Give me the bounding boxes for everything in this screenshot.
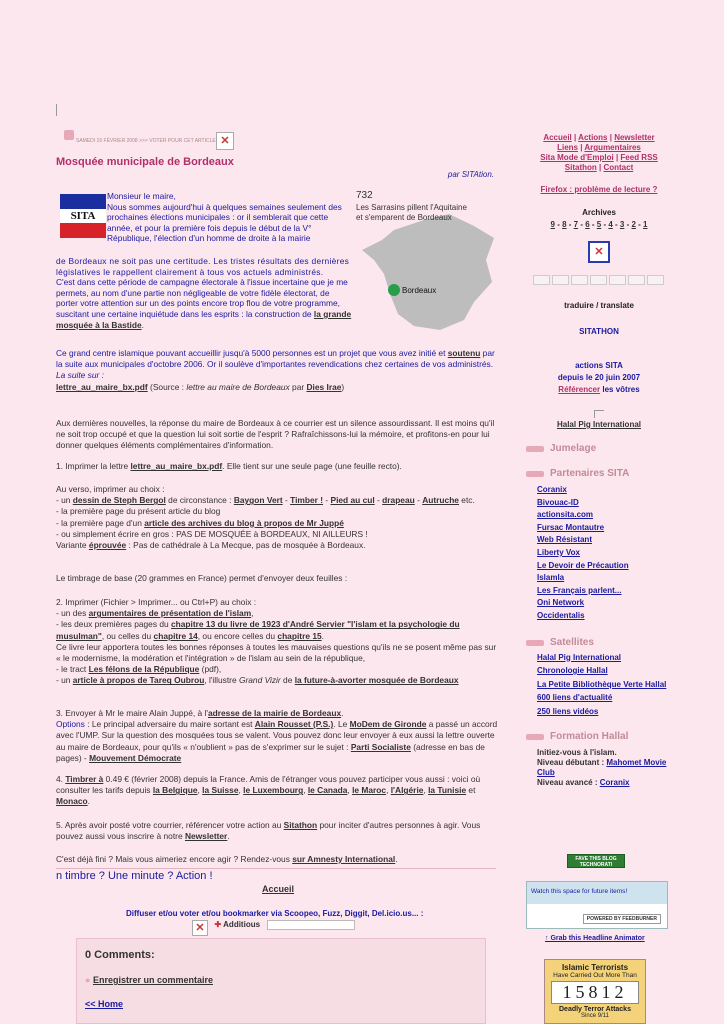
fini: C'est déjà fini ? Mais vous aimeriez encore agir ? Rendez-vous sur Amnesty International. (56, 854, 398, 864)
satellite-link[interactable]: Halal Pig International (537, 652, 622, 662)
archive-3[interactable]: 3 (619, 220, 625, 229)
referencer-suffix: les vôtres (602, 385, 640, 394)
step2-4: Ce livre leur apportera toutes les bonnes réponses à toutes les mauvaises questions qu'ils ne se posent même pas sur « le modernisme, la modération et l'intégration » de l'islam au sein de la république, (56, 641, 497, 664)
suite: La suite sur : (56, 370, 104, 381)
baygon-link[interactable]: Baygon Vert (233, 495, 283, 506)
partner-link[interactable]: Les Français parlent... (537, 585, 622, 595)
rousset-link[interactable]: Alain Rousset (P.S.) (254, 719, 334, 730)
translate-btn[interactable] (628, 275, 645, 285)
tunisie-link[interactable]: la Tunisie (428, 785, 467, 796)
satellite-link[interactable]: La Petite Bibliothèque Verte Hallal (537, 679, 667, 689)
translate-btn[interactable] (533, 275, 550, 285)
partner-link[interactable]: Web Résistant (537, 535, 592, 545)
partner-link[interactable]: Liberty Vox (537, 547, 580, 557)
timbrage (56, 573, 500, 584)
step-2: 2. Imprimer (Fichier > Imprimer... ou Ctrl+P) au choix : - un des argumentaires de présentation de l'islam, - les deux premières pages du chapitre 13 du livre de 1923 d'André Servier "l'islam et la psychologie du musulman", ou celles du chapitre 14, ou encore celles du chapitre 15. Ce livre leur apportera toutes les bonnes réponses à toutes les mauvaises questions qu'ils ne se posent même pas sur « le modernisme, la modération et l'intégration » de l'islam au sein de la république, - le tract Les félons de la République (pdf), - un article à propos de Tareq Oubrou, l'illustre Grand Vizir de la future-à-avorter mosquée de Bordeaux (56, 597, 500, 687)
intro-p4-text: C'est dans cette période de campagne électorale à l'issue incertaine que je me permets, au nom d'une partie non négligeable de votre fidèle électorat, de porter votre attention sur un des points encore trop flou de votre programme, suscitant une certaine inquiétude dans les esprits : la construction de (56, 277, 348, 319)
verso-2c: etc. (461, 495, 475, 506)
intro-text: Nous sommes aujourd'hui à quelques semaines seulement des prochaines élections municipales : or il semblerait que cette année, et pour la première fois depuis le début de la V° République, l'élection d'un homme de droite à la mairie (107, 201, 342, 244)
intro-greeting: Monsieur le maire, (107, 191, 176, 201)
comments-box (76, 938, 486, 1024)
verso-3: - la première page du présent article du blog (56, 506, 221, 517)
verso-4a: - la première page d'un (56, 517, 142, 528)
nav-actions[interactable]: Actions (578, 133, 608, 142)
step4-a: 4. (56, 774, 63, 784)
halal-pig-link[interactable]: Halal Pig International (556, 420, 641, 429)
jumelage-heading: Jumelage (524, 443, 674, 454)
formation-heading: Formation Hallal (524, 731, 674, 742)
oubrou-link[interactable]: article à propos de Tareq Oubrou (72, 675, 205, 686)
step3-a: 3. Envoyer à Mr le maire Alain Juppé, à l' (56, 708, 208, 718)
step3-options: Options (56, 719, 85, 730)
terror-title: Islamic Terrorists (561, 963, 629, 972)
nav-liens[interactable]: Liens (557, 143, 579, 152)
terror-subtitle: Have Carried Out More Than (553, 972, 637, 979)
date-line: SAMEDI 16 FÉVRIER 2008 >>> VOTER POUR CET ARTICLE (76, 138, 216, 144)
modem-link[interactable]: MoDem de Gironde (349, 719, 427, 730)
step-5: 5. Après avoir posté votre courrier, référencer votre action au Sitathon pour inciter d'autres personnes à agir. Vous pouvez aussi vous inscrire à notre Newsletter. (56, 820, 481, 842)
source-italic: lettre au maire de Bordeaux (186, 381, 290, 392)
partner-link[interactable]: Coranix (537, 485, 567, 494)
add-comment (85, 975, 213, 985)
future-mosquee-link[interactable]: la future-à-avorter mosquée de Bordeaux (294, 675, 459, 686)
step3-c: . Le (333, 719, 348, 730)
archive-7[interactable]: 7 (573, 220, 579, 229)
grab-link (545, 935, 645, 942)
amnesty-link[interactable]: sur Amnesty International (292, 854, 396, 864)
timbrer-link[interactable]: Timbrer à (65, 774, 104, 784)
flag-text: SITA (60, 209, 106, 223)
coranix-link[interactable]: Coranix (599, 778, 630, 788)
map-caption-1: Les Sarrasins pillent l'Aquitaine (356, 203, 467, 212)
translate-btn[interactable] (571, 275, 588, 285)
archives-links: 9 - 8 - 7 - 6 - 5 - 4 - 3 - 2 - 1 (550, 220, 648, 229)
intro-p4: C'est dans cette période de campagne électorale à l'issue incertaine que je me permets, au nom d'une partie non négligeable de votre fidèle électorat, de porter votre attention sur un des points encore trop flou de votre programme, suscitant une certaine inquiétude dans les esprits : la construction de la grande mosquée à la Bastide. (56, 277, 352, 330)
step2-6i: Grand Vizir (238, 675, 281, 686)
partenaires-heading: Partenaires SITA (524, 468, 674, 479)
vote-icon[interactable] (64, 130, 74, 140)
technorati-badge[interactable]: FAVE THIS BLOG TECHNORATI (567, 854, 625, 868)
partner-link[interactable]: Islamla (537, 573, 565, 583)
nav-feed-rss[interactable]: Feed RSS (620, 153, 658, 162)
pied-link[interactable]: Pied au cul (330, 495, 375, 506)
step-1 (56, 461, 500, 472)
accueil-bottom-link[interactable]: Accueil (262, 884, 295, 894)
archive-6[interactable]: 6 (585, 220, 590, 229)
grab-headline-link[interactable]: ↑ Grab this Headline Animator (545, 935, 645, 942)
eprouvee-link[interactable]: éprouvée (88, 540, 127, 551)
chapitre14-link[interactable]: chapitre 14 (153, 630, 198, 641)
autruche-link[interactable]: Autruche (422, 495, 459, 506)
step4-b: 0.49 € (février 2008) depuis la France. Amis de l'étranger vous pouvez participer vous aussi : voici où consulter les tarifs depuis (56, 774, 481, 796)
step2-6c: de (283, 675, 293, 686)
partner-link[interactable]: Bivouac-ID (537, 497, 579, 507)
referencer-link[interactable]: Référencer (558, 385, 601, 394)
source-a: (Source : (150, 381, 185, 392)
diffuser: Diffuser et/ou voter et/ou bookmarker via Scoopeo, Fuzz, Diggit, Del.icio.us... : (126, 909, 424, 918)
p2-text-b: par la suite aux municipales d'octobre 2006. Or il soulève d'importantes revendications chez certaines de vos administrés. (56, 348, 495, 370)
partners-list (524, 484, 674, 623)
verso-block: Au verso, imprimer au choix : - un dessin de Steph Bergol de circonstance : Baygon Vert - Timber ! - Pied au cul - drapeau - Autruche etc. - la première page du présent article du blog - la première page d'un article des archives du blog à propos de Mr Juppé - ou simplement écrire en gros : PAS DE MOSQUÉE à BORDEAUX, NI AILLEURS ! Variante éprouvée : Pas de cathédrale à La Mecque, pas de mosquée à Bordeaux. (56, 484, 500, 551)
step3-d: a passé un accord avec l'UMP. Sur la question des mosquées tous se valent. Vous pouvez donc leur envoyer à eux aussi la lettre ouverte au maire de Bordeaux, pour qu'ils « n'oublient » pas de s'exprimer sur le sujet : (56, 719, 498, 752)
timber-link[interactable]: Timber ! (290, 495, 324, 506)
para-2 (56, 348, 500, 393)
belgique-link[interactable]: la Belgique (152, 785, 198, 796)
step2-3b: , ou celles du (101, 630, 152, 641)
terror-count: 15812 (551, 981, 639, 1004)
step3-b: : Le principal adversaire du maire sortant est (87, 719, 253, 730)
archive-5[interactable]: 5 (596, 220, 602, 229)
translate-btn[interactable] (647, 275, 664, 285)
step2-3a: - les deux premières pages du (56, 619, 169, 630)
pdf-link[interactable]: lettre_au_maire_bx.pdf (56, 381, 148, 392)
feed-watch: Watch this space for future items! (527, 882, 667, 904)
translate-btn[interactable] (552, 275, 569, 285)
satellites-list (524, 653, 674, 718)
monaco-link[interactable]: Monaco (56, 796, 88, 807)
satellite-link[interactable]: Chronologie Hallal (537, 666, 608, 676)
partner-link[interactable]: Le Devoir de Précaution (537, 560, 629, 570)
top-marks (56, 104, 58, 116)
drapeau-link[interactable]: drapeau (382, 495, 415, 506)
bergol-link[interactable]: dessin de Steph Bergol (72, 495, 166, 506)
broken-image-icon: ✕ (216, 132, 234, 150)
feedburner-widget[interactable] (526, 881, 668, 929)
chapitre13-link[interactable]: chapitre 13 du livre de 1923 d'André Servier "l'islam et la psychologie du musulman" (56, 619, 460, 641)
additious-icon: ✚ (214, 920, 222, 929)
step2-6a: - un (56, 675, 71, 686)
partner-link[interactable]: Oni Network (537, 598, 585, 608)
verso-6a: Variante (56, 540, 87, 551)
terror-caption: Deadly Terror Attacks (559, 1006, 631, 1013)
comment-icon: ● (85, 975, 91, 985)
post-title: Mosquée municipale de Bordeaux (56, 156, 234, 168)
step3-e: (adresse en bas de pages) - (56, 741, 485, 763)
bookmark-bar (192, 920, 355, 938)
source-c: ) (341, 381, 345, 392)
byline: par SITAtion. (447, 170, 494, 179)
additious-button[interactable] (215, 920, 261, 929)
archive-9[interactable]: 9 (550, 220, 555, 229)
partner-link[interactable]: actionsita.com (537, 510, 594, 520)
ps-link[interactable]: Parti Socialiste (350, 741, 411, 752)
verso-2b: de circonstance : (168, 495, 232, 506)
verso-6b: : Pas de cathédrale à La Mecque, pas de mosquée à Bordeaux. (128, 540, 366, 551)
actions-sita: actions SITA (575, 361, 623, 370)
fini-text: C'est déjà fini ? Mais vous aimeriez encore agir ? Rendez-vous (56, 854, 290, 864)
formation-intro: Initiez-vous à l'islam. (537, 748, 617, 758)
add-comment-link[interactable]: Enregistrer un commentaire (92, 975, 213, 985)
step2-3c: , ou encore celles du (197, 630, 276, 641)
step1-pdf-link[interactable]: lettre_au_maire_bx.pdf (130, 461, 223, 471)
pig-image (594, 410, 604, 418)
source-b: par (292, 381, 305, 392)
step-3: 3. Envoyer à Mr le maire Alain Juppé, à l'adresse de la mairie de Bordeaux. Options : Le principal adversaire du maire sortant est Alain Rousset (P.S.). Le MoDem de Gironde a passé un accord avec l'UMP. Sur la question des mosquées tous se valent. Vous pouvez donc leur envoyer à eux aussi la lettre ouverte au maire de Bordeaux, pour qu'ils « n'oublient » pas de s'exprimer sur le sujet : Parti Socialiste (adresse en bas de pages) - Mouvement Démocrate (56, 708, 498, 763)
formation-beginner: Niveau débutant : (537, 758, 605, 768)
timbrage-text: Le timbrage de base (20 grammes en France) permet d'envoyer deux feuilles : (56, 573, 348, 583)
nav-accueil[interactable]: Accueil (543, 133, 572, 142)
archive-2[interactable]: 2 (631, 220, 636, 229)
partner-link[interactable]: Occidentalis (537, 610, 585, 620)
accueil-link (262, 884, 294, 894)
step5-b: pour inciter d'autres personnes à agir. Vous pouvez aussi vous inscrire à notre (56, 820, 481, 842)
algerie-link[interactable]: l'Algérie (390, 785, 424, 796)
soutenu-link[interactable]: soutenu (447, 348, 481, 358)
step2-5a: - le tract (56, 664, 87, 675)
sitathon-link[interactable]: Sitathon (283, 820, 318, 830)
p3-text: Aux dernières nouvelles, la réponse du maire de Bordeaux à ce courrier est un silence assourdissant. Il est moins qu'il ne soit trop occupé et que la question lui soit sortie de l'esprit ? Rafraîchissons-lui la mémoire, et profitons-en pour lui donner quelques éléments complémentaires d'information. (56, 418, 495, 451)
step2-1: 2. Imprimer (Fichier > Imprimer... ou Ctrl+P) au choix : (56, 597, 257, 607)
sidebar-top-links: Accueil | Actions | Newsletter Liens | Argumentaires Sita Mode d'Emploi | Feed RSS Sitathon | Contact (540, 133, 658, 172)
satellite-link[interactable]: 600 liens d'actualité (537, 693, 613, 703)
translate-btn[interactable] (609, 275, 626, 285)
luxembourg-link[interactable]: le Luxembourg (243, 785, 304, 796)
step5-a: 5. Après avoir posté votre courrier, référencer votre action au (56, 820, 282, 830)
archive-1[interactable]: 1 (643, 220, 648, 229)
step1-text: 1. Imprimer la lettre (56, 461, 129, 471)
argumentaires-link[interactable]: argumentaires de présentation de l'islam (88, 608, 252, 619)
step-4: 4. Timbrer à 0.49 € (février 2008) depuis la France. Amis de l'étranger vous pouvez participer vous aussi : voici où consulter les tarifs depuis la Belgique, la Suisse, le Luxembourg, le Canada, le Maroc, l'Algérie, la Tunisie et Monaco. (56, 774, 481, 807)
traduire-label: traduire / translate (564, 301, 634, 310)
nav-mode-emploi[interactable]: Sita Mode d'Emploi (540, 153, 614, 162)
step2-6b: , l'illustre (204, 675, 237, 686)
modem-mouvement-link[interactable]: Mouvement Démocrate (89, 752, 182, 763)
step1-text-b: . Elle tient sur une seule page (une feuille recto). (222, 461, 402, 471)
home-nav (85, 999, 123, 1009)
translate-buttons (524, 275, 674, 287)
terror-since: Since 9/11 (581, 1013, 609, 1019)
verso-1: Au verso, imprimer au choix : (56, 484, 165, 494)
formation-block (524, 748, 674, 788)
home-link[interactable]: << Home (85, 999, 124, 1009)
chapitre15-link[interactable]: chapitre 15 (277, 630, 322, 641)
nav-newsletter[interactable]: Newsletter (614, 133, 655, 142)
juppe-archives-link[interactable]: article des archives du blog à propos de Mr Juppé (144, 517, 344, 528)
formation-advanced: Niveau avancé : (537, 778, 598, 788)
divider (56, 868, 496, 869)
comments-heading: 0 Comments: (85, 949, 155, 961)
p2-text: Ce grand centre islamique pouvant accueillir jusqu'à 5000 personnes est un projet que vous avez initié et (56, 348, 446, 358)
verso-2a: - un (56, 495, 71, 506)
para-3 (56, 418, 500, 452)
map-caption-2: et s'emparent de Bordeaux (356, 213, 452, 222)
nav-contact[interactable]: Contact (603, 163, 634, 172)
firefox-link[interactable]: Firefox : problème de lecture ? (540, 185, 658, 194)
broken-image-icon: ✕ (192, 920, 208, 936)
canada-link[interactable]: le Canada (307, 785, 348, 796)
step2-5b: (pdf), (201, 664, 222, 675)
grande-mosquee-link[interactable]: la grande mosquée à la Bastide (56, 308, 352, 330)
satellite-link[interactable]: 250 liens vidéos (537, 706, 599, 716)
mairie-address-link[interactable]: adresse de la mairie de Bordeaux (207, 708, 342, 718)
broken-image-icon: ✕ (588, 241, 610, 263)
sitathon-label: SITATHON (579, 327, 619, 336)
suisse-link[interactable]: la Suisse (202, 785, 239, 796)
verso-5: - ou simplement écrire en gros : PAS DE MOSQUÉE à BORDEAUX, NI AILLEURS ! (56, 528, 368, 539)
intro-continued (56, 256, 502, 330)
nav-sitathon[interactable]: Sitathon (564, 163, 597, 172)
satellites-heading: Satellites (524, 637, 674, 648)
map-city: Bordeaux (402, 286, 437, 295)
intro (56, 191, 352, 244)
actions-since: depuis le 20 juin 2007 (557, 373, 641, 382)
felons-link[interactable]: Les félons de la République (88, 664, 200, 675)
terror-counter[interactable] (544, 959, 646, 1024)
maroc-link[interactable]: le Maroc (352, 785, 387, 796)
additious-label: Additious (223, 920, 261, 929)
nav-argumentaires[interactable]: Argumentaires (584, 143, 641, 152)
feedburner-logo: POWERED BY FEEDBURNER (583, 914, 661, 924)
archives-label: Archives (582, 208, 616, 217)
ticker[interactable]: n timbre ? Une minute ? Action ! (56, 870, 213, 882)
intro-p3: de Bordeaux ne soit pas une certitude. Les tristes résultats des dernières législatives le rappellent clairement à tous vos actuels administrés. (56, 256, 350, 277)
dies-irae-link[interactable]: Dies Irae (306, 381, 342, 392)
translate-btn[interactable] (590, 275, 607, 285)
archive-4[interactable]: 4 (608, 220, 613, 229)
bookmark-input[interactable] (267, 920, 355, 930)
partner-link[interactable]: Fursac Montautre (537, 522, 605, 532)
mahomet-link[interactable]: Mahomet Movie Club (537, 758, 667, 778)
sidebar (524, 130, 674, 788)
archive-8[interactable]: 8 (562, 220, 567, 229)
newsletter-link[interactable]: Newsletter (184, 831, 228, 842)
map-number: 732 (356, 190, 373, 201)
step2-2a: - un des (56, 608, 87, 619)
